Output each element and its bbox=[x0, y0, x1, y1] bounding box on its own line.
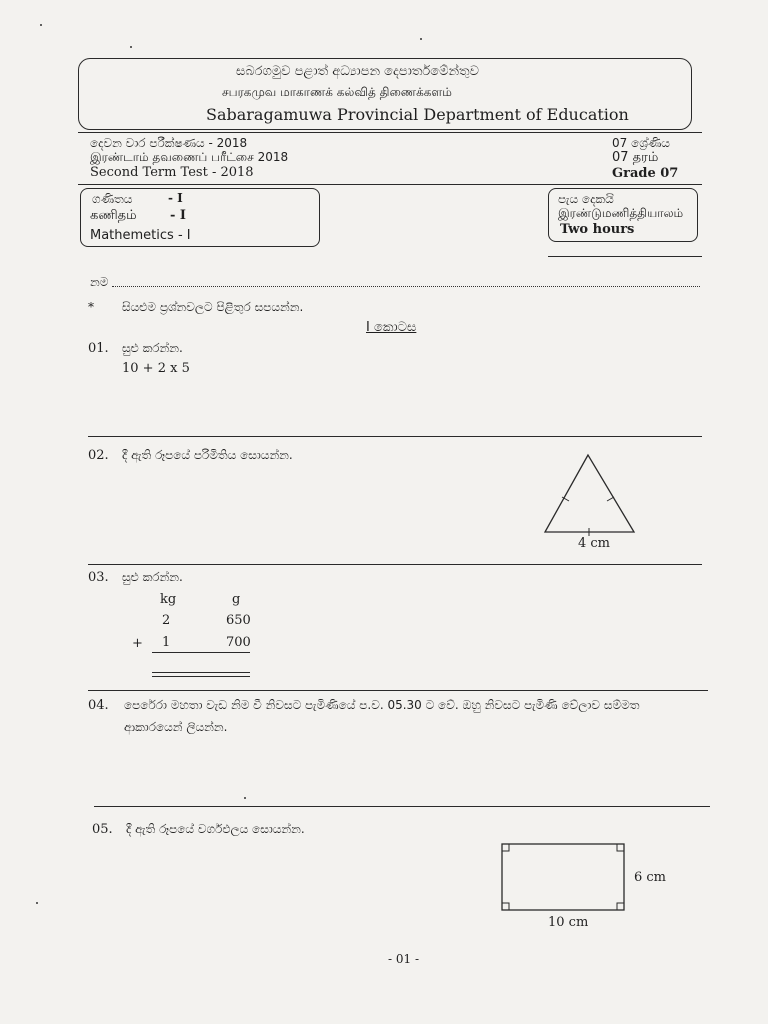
q1-divider bbox=[88, 436, 702, 437]
q2-side-label: 4 cm bbox=[578, 536, 611, 551]
q1-expression: 10 + 2 x 5 bbox=[122, 361, 190, 376]
q3-divider bbox=[88, 690, 708, 691]
q3-text: සුළු කරන්න. bbox=[122, 570, 183, 584]
q3-plus: + bbox=[132, 636, 143, 651]
header-tamil: சபரகமுவ மாகாணக் கல்வித் திணைக்களம் bbox=[222, 85, 452, 99]
duration-sinhala: පැය දෙකයි bbox=[558, 192, 614, 206]
q4-text-line1: පෙරේරා මහතා වැඩ නිම වී නිවසට පැමිණියේ ප.ව. 05.30 ට වේ. ඔහු නිවසට පැමිණි වේලාව සම්මත bbox=[124, 698, 640, 712]
q2-number: 02. bbox=[88, 448, 109, 463]
header-english: Sabaragamuwa Provincial Department of Education bbox=[206, 105, 629, 124]
q3-header-kg: kg bbox=[160, 592, 177, 607]
q3-row2-g: 700 bbox=[226, 635, 251, 650]
scan-speck bbox=[244, 797, 246, 799]
q5-width-label: 10 cm bbox=[548, 915, 589, 930]
q2-divider bbox=[88, 564, 702, 565]
grade-sinhala: 07 ශ්‍රේණිය bbox=[612, 136, 670, 150]
q1-number: 01. bbox=[88, 341, 109, 356]
subject-tamil-part: - I bbox=[170, 208, 187, 223]
q5-number: 05. bbox=[92, 822, 113, 837]
exam-bottom-rule bbox=[78, 184, 702, 185]
header-sinhala: සබරගමුව පළාත් අධ්‍යාපන දෙපාර්තමේන්තුව bbox=[236, 64, 479, 79]
subject-tamil: கணிதம் bbox=[90, 208, 137, 223]
q2-text: දී ඇති රූපයේ පරිමිතිය සොයන්න. bbox=[122, 448, 293, 462]
q5-height-label: 6 cm bbox=[634, 870, 667, 885]
q3-sum-rule bbox=[152, 652, 250, 653]
name-label: නම bbox=[90, 275, 109, 289]
q4-number: 04. bbox=[88, 698, 109, 713]
q3-answer-rule-2 bbox=[152, 676, 250, 677]
q3-answer-rule-1 bbox=[152, 672, 250, 673]
grade-english: Grade 07 bbox=[612, 166, 679, 181]
q4-text-line2: ආකාරයෙන් ලියන්න. bbox=[124, 720, 228, 734]
q3-row1-kg: 2 bbox=[162, 613, 171, 628]
q3-header-g: g bbox=[232, 592, 241, 607]
header-end-rule bbox=[548, 256, 702, 257]
grade-tamil: 07 தரம் bbox=[612, 150, 659, 165]
name-field-line[interactable] bbox=[112, 286, 700, 287]
q4-divider bbox=[94, 806, 710, 807]
q3-number: 03. bbox=[88, 570, 109, 585]
q3-row2-kg: 1 bbox=[162, 635, 171, 650]
scan-speck bbox=[130, 46, 132, 48]
rectangle-figure bbox=[500, 842, 630, 916]
scan-speck bbox=[420, 38, 422, 40]
duration-english: Two hours bbox=[560, 222, 635, 237]
q1-text: සුළු කරන්න. bbox=[122, 341, 183, 355]
exam-tamil: இரண்டாம் தவணைப் பரீட்சை 2018 bbox=[90, 150, 289, 164]
subject-sinhala: ගණිතය bbox=[92, 192, 133, 206]
instruction-bullet: * bbox=[88, 300, 94, 314]
part-title: I කොටස bbox=[366, 320, 417, 335]
exam-english: Second Term Test - 2018 bbox=[90, 165, 254, 180]
scan-speck bbox=[40, 24, 42, 26]
instruction: සියළුම ප්‍රශ්නවලට පිළිතුර සපයන්න. bbox=[122, 300, 304, 314]
page-number: - 01 - bbox=[388, 952, 420, 966]
exam-top-rule bbox=[78, 132, 702, 133]
subject-sinhala-part: - I bbox=[168, 191, 183, 205]
exam-sinhala: දෙවන වාර පරීක්ෂණය - 2018 bbox=[90, 136, 248, 150]
triangle-figure bbox=[540, 452, 640, 542]
q5-text: දී ඇති රූපයේ වර්ගඵලය සොයන්න. bbox=[126, 822, 305, 836]
duration-tamil: இரண்டுமணித்தியாலம் bbox=[558, 206, 684, 220]
subject-english: Mathemetics - I bbox=[90, 228, 191, 243]
scan-speck bbox=[36, 902, 38, 904]
q3-row1-g: 650 bbox=[226, 613, 251, 628]
